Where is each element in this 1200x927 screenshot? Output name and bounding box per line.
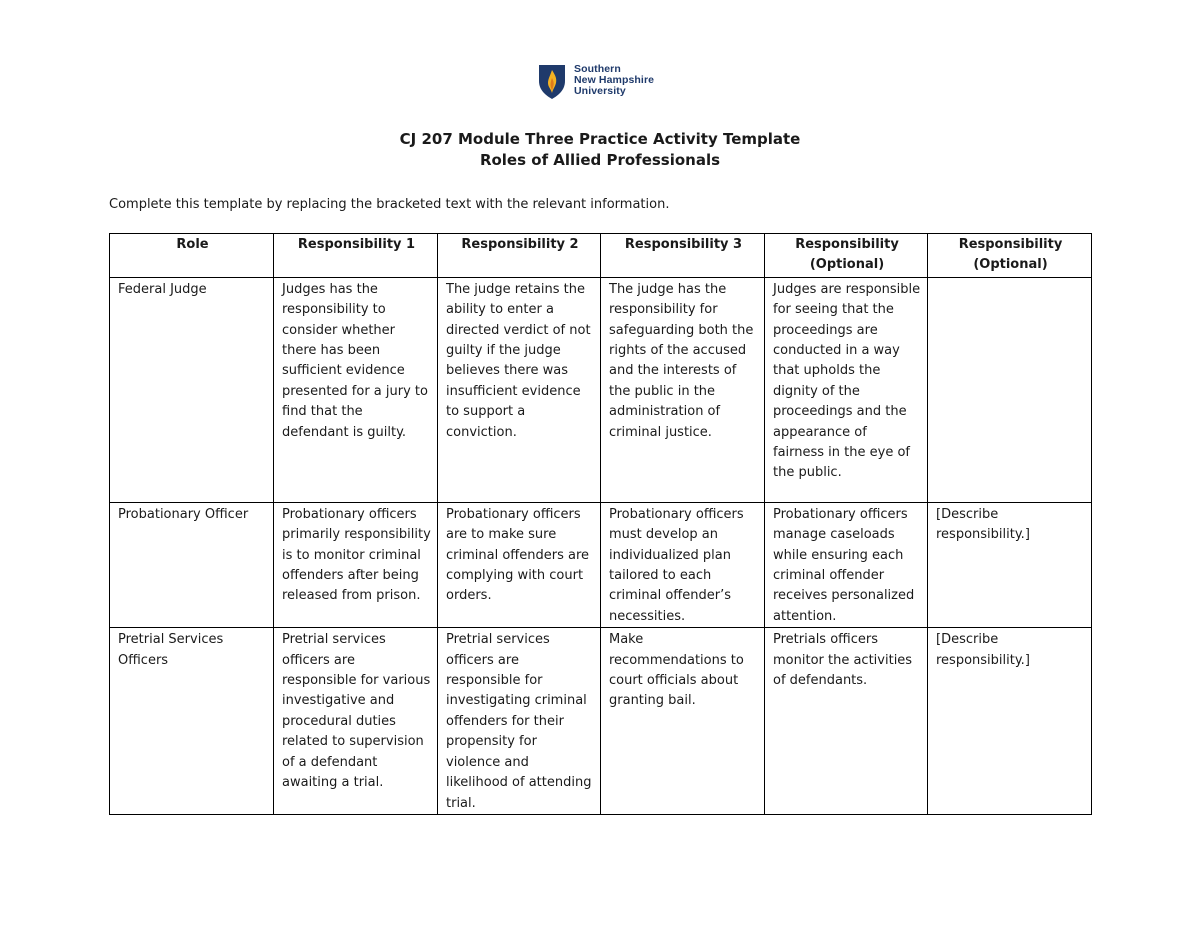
table-cell[interactable]: Probationary officers are to make sure criminal offenders are complying with court orders.	[438, 502, 601, 627]
logo-line: University	[574, 85, 626, 97]
table-cell[interactable]: Pretrials officers monitor the activities of defendants.	[765, 628, 928, 815]
logo-line: Southern	[574, 63, 621, 75]
logo-wordmark	[574, 64, 654, 97]
header-cell: Responsibility 1	[274, 234, 438, 278]
logo-line: New Hampshire	[574, 74, 655, 86]
table-cell[interactable]: Pretrial services officers are responsible for investigating criminal offenders for their propensity for violence and likelihood of attending trial.	[438, 628, 601, 815]
header-cell: Role	[110, 234, 274, 278]
table-cell[interactable]: Probationary officers primarily responsibility is to monitor criminal offenders after being released from prison.	[274, 502, 438, 627]
table-cell[interactable]: [Describe responsibility.]	[928, 628, 1092, 815]
table-row	[110, 502, 1092, 627]
role-cell[interactable]: Pretrial Services Officers	[110, 628, 274, 815]
header-cell: Responsibility 2	[438, 234, 601, 278]
role-cell[interactable]: Federal Judge	[110, 277, 274, 502]
table-header-row	[110, 234, 1092, 278]
header-cell: Responsibility (Optional)	[928, 234, 1092, 278]
header-cell: Responsibility 3	[601, 234, 765, 278]
table-cell[interactable]: Judges has the responsibility to consider whether there has been sufficient evidence presented for a jury to find that the defendant is guilty.	[274, 277, 438, 502]
table-cell[interactable]: Probationary officers manage caseloads while ensuring each criminal offender receives personalized attention.	[765, 502, 928, 627]
document-title	[0, 129, 1200, 171]
title-line-1: CJ 207 Module Three Practice Activity Template	[399, 130, 801, 148]
shield-flame-icon	[538, 64, 566, 100]
table-cell[interactable]: Make recommendations to court officials about granting bail.	[601, 628, 765, 815]
table-cell[interactable]: The judge has the responsibility for safeguarding both the rights of the accused and the interests of the public in the administration of criminal justice.	[601, 277, 765, 502]
table-row	[110, 277, 1092, 502]
instructions-text: Complete this template by replacing the bracketed text with the relevant information.	[109, 197, 670, 212]
title-line-2: Roles of Allied Professionals	[479, 151, 721, 169]
table-cell[interactable]	[928, 277, 1092, 502]
table-cell[interactable]: Pretrial services officers are responsible for various investigative and procedural duties related to supervision of a defendant awaiting a trial.	[274, 628, 438, 815]
roles-table	[109, 233, 1092, 815]
role-cell[interactable]: Probationary Officer	[110, 502, 274, 627]
table-cell[interactable]: Probationary officers must develop an individualized plan tailored to each criminal offender’s necessities.	[601, 502, 765, 627]
header-cell: Responsibility (Optional)	[765, 234, 928, 278]
table-cell[interactable]: Judges are responsible for seeing that the proceedings are conducted in a way that upholds the dignity of the proceedings and the appearance of fairness in the eye of the public.	[765, 277, 928, 502]
table-cell[interactable]: The judge retains the ability to enter a directed verdict of not guilty if the judge believes there was insufficient evidence to support a conviction.	[438, 277, 601, 502]
table-cell[interactable]: [Describe responsibility.]	[928, 502, 1092, 627]
table-row	[110, 628, 1092, 815]
university-logo	[538, 64, 654, 100]
